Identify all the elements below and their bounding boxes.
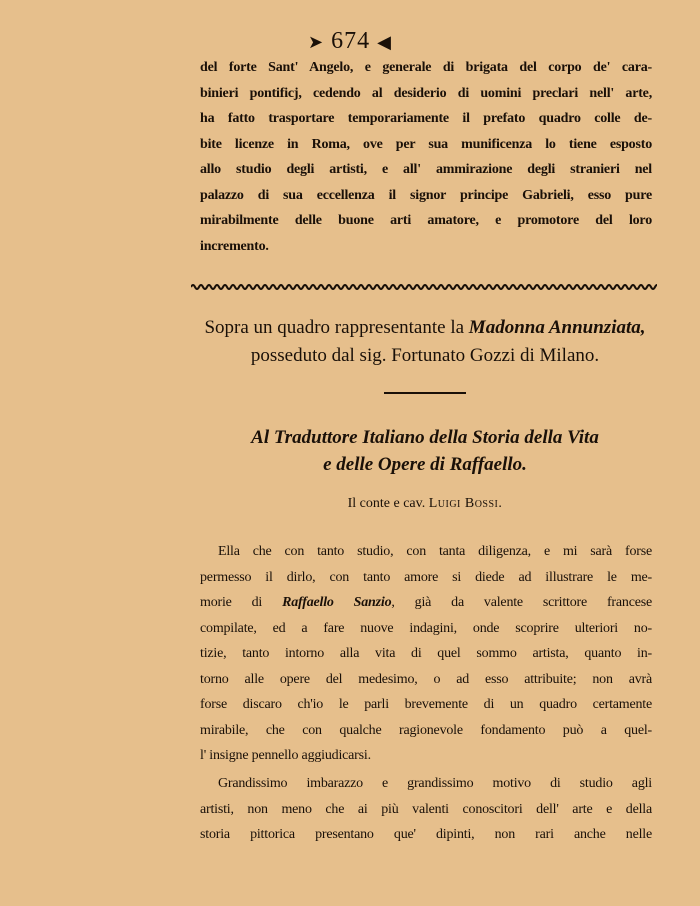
text-line: binieri pontificj, cedendo al desiderio di uomini preclari nell' arte, [200,85,652,101]
text-line: Grandissimo imbarazzo e grandissimo motivo di studio agli [218,776,652,791]
addressee-line1: Al Traduttore Italiano della Storia della Vita [251,427,599,448]
addressee-line2: e delle Opere di Raffaello. [323,454,527,475]
section-title-line2: posseduto dal sig. Fortunato Gozzi di Milano. [250,345,600,366]
text-line: l' insigne pennello aggiudicarsi. [200,748,371,763]
text-line: compilate, ed a fare nuove indagini, onde scoprire ulteriori no- [200,620,652,636]
third-paragraph [200,771,652,848]
text-line: mirabilmente delle buone arti amatore, e promotore del loro [200,213,652,228]
text-line: Ella che con tanto studio, con tanta diligenza, e mi sarà forse [218,544,652,559]
author-line: Il conte e cav. Luigi Bossi. [347,496,503,511]
author-name: Luigi Bossi. [428,496,503,511]
section-title-emphasis: Madonna Annunziata, [468,317,646,338]
page-header [0,26,700,57]
text-line: permesso il dirlo, con tanto amore si diede ad illustrare le me- [200,569,652,585]
italic-name: Raffaello Sanzio [282,595,392,610]
text-line: ha fatto trasportare temporariamente il prefato quadro colle de- [200,111,652,126]
text-line: storia pittorica presentano que' dipinti, non rari anche nelle [200,827,652,842]
right-arrow-icon: ➤ [308,32,325,52]
first-paragraph [200,55,652,259]
second-paragraph [200,539,652,769]
text-line: incremento. [200,238,269,254]
text-line: mirabile, che con qualche ragionevole fondamento può a quel- [200,722,652,738]
left-arrow-icon: ◀ [377,32,392,52]
text-line: tizie, tanto intorno alla vita di quel sommo artista, quanto in- [200,646,652,661]
text-line: palazzo di sua eccellenza il signor principe Gabrieli, esso pure [200,187,652,203]
addressee-heading [180,424,670,478]
text-line: allo studio degli artisti, e all' ammirazione degli stranieri nel [200,162,652,177]
text-line: torno alle opere del medesimo, o ad esso attribuite; non avrà [200,671,652,687]
text-line: morie di Raffaello Sanzio, già da valente scrittore francese [200,595,652,610]
text-line: artisti, non meno che ai più valenti conoscitori dell' arte e della [200,801,652,817]
section-title-line1: Sopra un quadro rappresentante la Madonna Annunziata, [204,317,646,338]
text-line: forse discaro ch'io le parli brevemente di un quadro certamente [200,697,652,712]
section-title [180,314,670,370]
text-line: bite licenze in Roma, ove per sua munificenza lo tiene esposto [200,136,652,152]
horizontal-rule [384,392,466,394]
page-number: 674 [331,28,371,54]
wavy-divider [191,283,657,291]
text-line: del forte Sant' Angelo, e generale di brigata del corpo de' cara- [200,60,652,75]
